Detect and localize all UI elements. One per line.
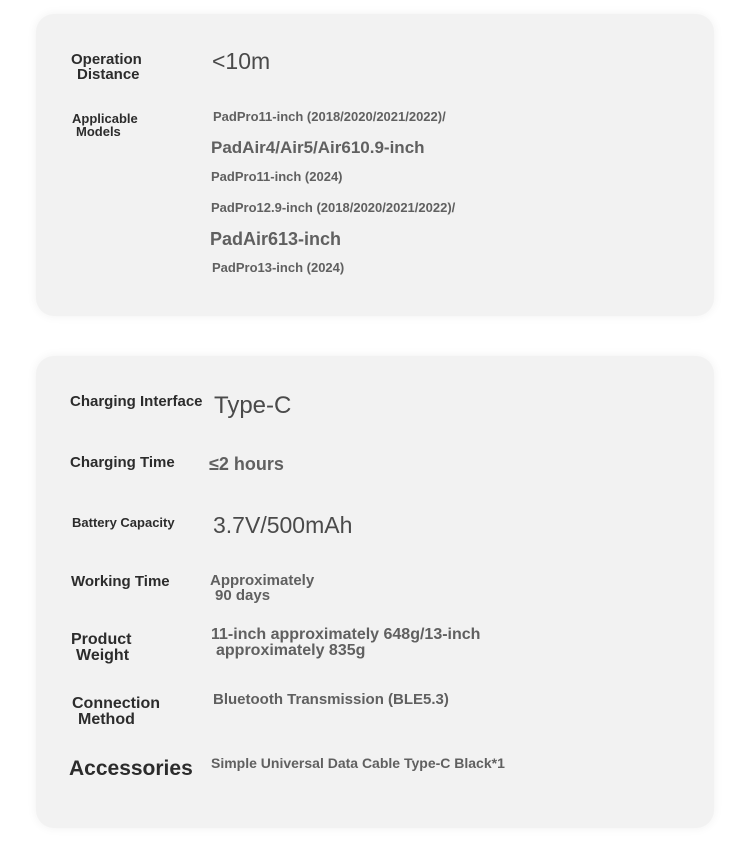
connection-method-label: Connection Method — [72, 695, 160, 728]
working-time-label: Working Time — [71, 573, 170, 590]
battery-capacity-label: Battery Capacity — [72, 515, 175, 530]
accessories-value: Simple Universal Data Cable Type-C Black*1 — [211, 755, 505, 771]
battery-capacity-value: 3.7V/500mAh — [213, 512, 353, 538]
product-weight-value: 11-inch approximately 648g/13-inch approximately 835g — [211, 626, 481, 659]
model-item: PadAir4/Air5/Air610.9-inch — [211, 138, 425, 157]
operation-distance-label: Operation Distance — [71, 51, 142, 83]
product-weight-label: Product Weight — [71, 631, 132, 664]
charging-time-label: Charging Time — [70, 454, 175, 471]
charging-interface-value: Type-C — [214, 392, 292, 419]
model-item: PadAir613-inch — [210, 229, 342, 249]
charging-time-value: ≤2 hours — [209, 454, 284, 474]
working-time-value: Approximately 90 days — [210, 572, 315, 604]
model-item: PadPro11-inch (2024) — [211, 169, 343, 184]
model-item: PadPro12.9-inch (2018/2020/2021/2022)/ — [211, 200, 456, 215]
charging-interface-label: Charging Interface — [70, 393, 203, 410]
accessories-label: Accessories — [69, 757, 193, 780]
operation-distance-value: <10m — [212, 48, 271, 74]
model-item: PadPro13-inch (2024) — [212, 260, 345, 275]
applicable-models-label: Applicable Models — [72, 111, 138, 139]
connection-method-value: Bluetooth Transmission (BLE5.3) — [213, 691, 449, 708]
model-item: PadPro11-inch (2018/2020/2021/2022)/ — [213, 109, 446, 124]
